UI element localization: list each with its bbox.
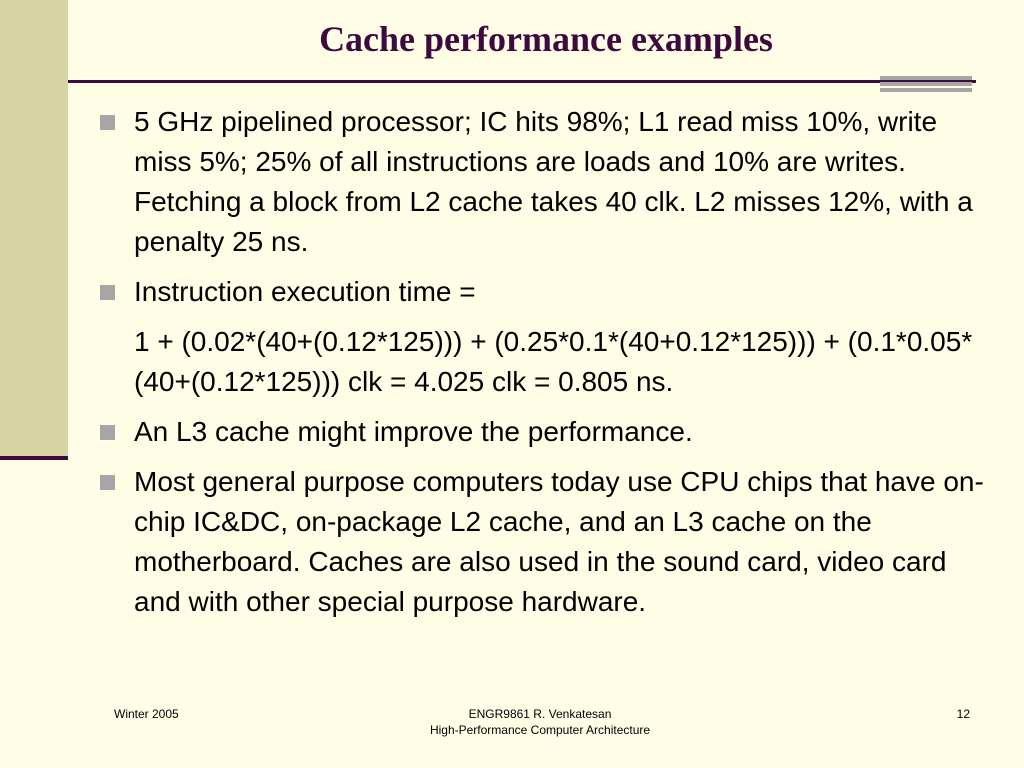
slide-title: Cache performance examples [319,19,773,59]
sidebar-divider [0,456,68,460]
bullet-text: Instruction execution time = [134,276,476,307]
bullet-text: An L3 cache might improve the performance. [134,416,693,447]
slide-content [96,102,996,632]
square-bullet-icon [100,425,115,440]
bullet-text: 5 GHz pipelined processor; IC hits 98%; L1 read miss 10%, write miss 5%; 25% of all instructions are loads and 10% are writes. Fetching a block from L2 cache takes 40 clk. L2 misses 12%, with a penalty 25 ns. [134,106,973,257]
bullet-item [96,412,996,452]
bullet-item [96,462,996,622]
square-bullet-icon [100,285,115,300]
bullet-item [96,272,996,312]
title-accent-stripes [880,76,972,94]
footer-course-line: ENGR9861 R. Venkatesan [468,707,612,721]
sidebar-decoration [0,0,68,458]
footer-course-subtitle: High-Performance Computer Architecture [429,723,651,737]
page-number: 12 [956,707,970,721]
square-bullet-icon [100,115,115,130]
footer-date: Winter 2005 [114,707,179,721]
square-bullet-icon [100,475,115,490]
title-underline [68,80,976,83]
bullet-text: Most general purpose computers today use CPU chips that have on-chip IC&DC, on-package L2 cache, and an L3 cache on the motherboard. Caches are also used in the sound card, video card and with other special purpose hardware. [134,466,984,617]
bullet-item [96,102,996,262]
formula-text: 1 + (0.02*(40+(0.12*125))) + (0.25*0.1*(40+0.12*125))) + (0.1*0.05*(40+(0.12*125))) clk = 4.025 clk = 0.805 ns. [134,326,973,397]
footer-course [330,706,750,738]
